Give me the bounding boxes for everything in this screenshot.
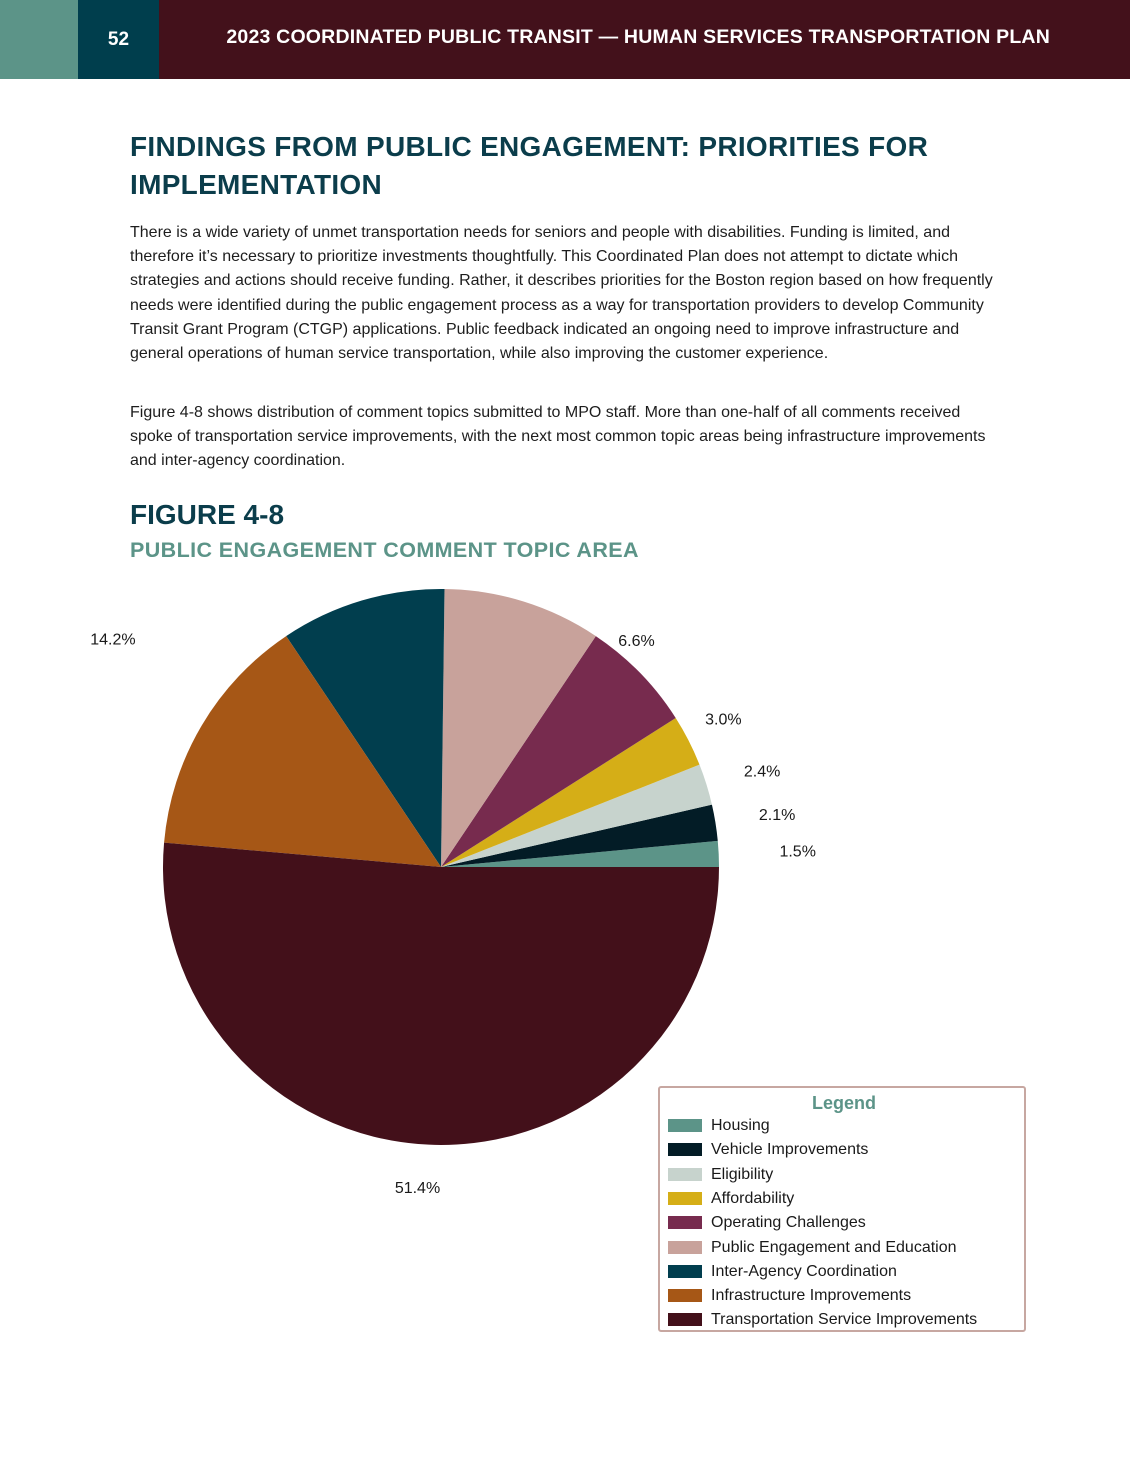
legend-swatch [668,1119,702,1132]
pie-data-label: 2.4% [743,763,781,781]
body-paragraph-1: There is a wide variety of unmet transportation needs for seniors and people with disabilities. Funding is limited, and therefore it’s necessary to prioritize investments thoughtfully. This Coordinated Plan does not attempt to dictate which strategies and actions should receive funding. Rather, it describes priorities for the Boston region based on how frequently needs were identified during the public engagement process as a way for transportation providers to develop Community Transit Grant Program (CTGP) applications. Public feedback indicated an ongoing need to improve infrastructure and general operations of human service transportation, while also improving the customer experience. [130,224,993,363]
pie-slice-transportation-service-improvements [163,843,719,1145]
legend-swatch [668,1265,702,1278]
legend-label: Housing [711,1117,770,1134]
legend-label: Operating Challenges [711,1214,866,1232]
page-header [0,0,1130,79]
figure-label: FIGURE 4-8 [130,499,285,530]
section-title: FINDINGS FROM PUBLIC ENGAGEMENT: PRIORITIES FOR IMPLEMENTATION [130,131,929,200]
page-number: 52 [78,0,159,79]
document-title: 2023 COORDINATED PUBLIC TRANSIT — HUMAN SERVICES TRANSPORTATION PLAN [226,26,1050,48]
legend-swatch [668,1313,702,1326]
figure-title: PUBLIC ENGAGEMENT COMMENT TOPIC AREA [130,538,639,562]
legend-label: Infrastructure Improvements [711,1287,912,1305]
legend-swatch [668,1168,702,1181]
legend-title: Legend [811,1093,876,1113]
legend-swatch [668,1143,702,1156]
body-paragraph-2: Figure 4-8 shows distribution of comment topics submitted to MPO staff. More than one-half of all comments received spoke of transportation service improvements, with the next most common topic areas being infrastructure improvements and inter-agency coordination. [130,404,986,470]
pie-data-label: 3.0% [705,711,742,729]
pie-data-label: 14.2% [90,631,136,649]
legend-label: Vehicle Improvements [711,1141,869,1159]
legend-label: Public Engagement and Education [711,1238,957,1256]
legend-label: Transportation Service Improvements [711,1311,978,1329]
pie-data-label: 2.1% [758,807,796,825]
legend-swatch [668,1289,702,1302]
pie-data-label: 51.4% [394,1179,441,1197]
pie-data-label: 1.5% [779,843,816,861]
legend-swatch [668,1192,702,1205]
chart-legend [658,1086,1026,1332]
header-accent-block [0,0,78,79]
legend-label: Affordability [711,1189,795,1207]
legend-swatch [668,1216,702,1229]
legend-label: Inter-Agency Coordination [711,1262,897,1280]
pie-data-label: 6.6% [618,633,655,651]
legend-swatch [668,1241,702,1254]
legend-label: Eligibility [711,1165,774,1183]
